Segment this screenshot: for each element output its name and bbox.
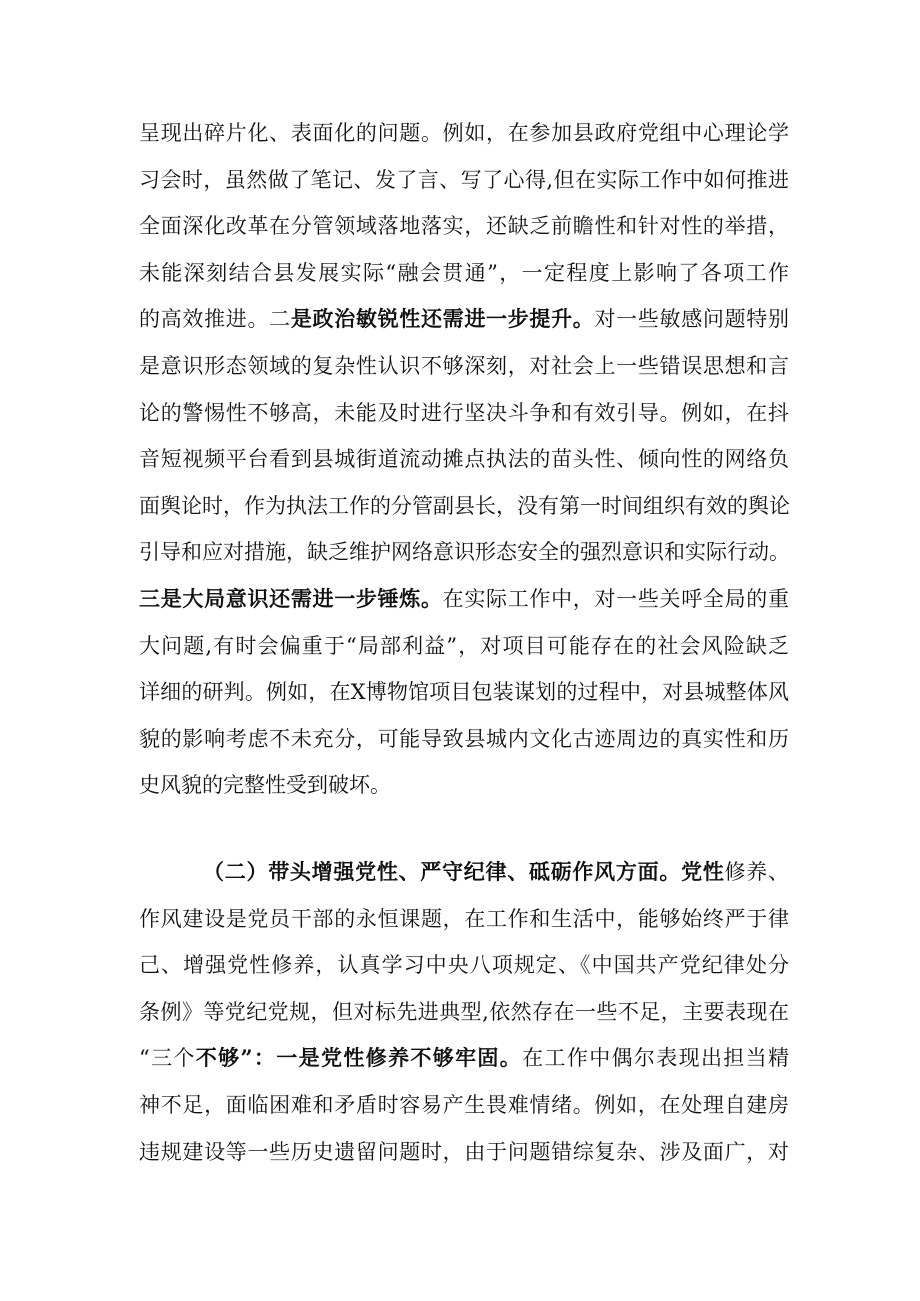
text-line: 全面深化改革在分管领域落地落实，还缺乏前瞻性和针对性的举措， bbox=[139, 214, 789, 239]
section-heading: （二）带头增强党性、严守纪律、砥砺作风方面。党性 bbox=[203, 859, 725, 884]
text-run: 在实际工作中，对一些关呼全局的重 bbox=[442, 586, 789, 611]
text-line: 是意识形态领域的复杂性认识不够深刻，对社会上一些错误思想和言 bbox=[139, 353, 789, 378]
text-line: 面舆论时，作为执法工作的分管副县长，没有第一时间组织有效的舆论 bbox=[139, 493, 790, 518]
text-run: 对一些敏感问题特别 bbox=[594, 307, 790, 332]
text-line: 未能深刻结合县发展实际“融会贯通”，一定程度上影响了各项工作 bbox=[139, 260, 789, 285]
text-line: 神不足，面临困难和矛盾时容易产生畏难情绪。例如，在处理自建房 bbox=[139, 1092, 789, 1117]
text-line: 论的警惕性不够高，未能及时进行坚决斗争和有效引导。例如，在抖 bbox=[139, 400, 789, 425]
text-line: 引导和应对措施，缺乏维护网络意识形态安全的强烈意识和实际行动。 bbox=[139, 540, 790, 565]
text-line bbox=[139, 849, 789, 896]
paragraph-one bbox=[139, 110, 789, 809]
text-line: 大问题,有时会偏重于“局部利益”，对项目可能存在的社会风险缺乏 bbox=[139, 633, 789, 658]
text-line: 呈现出碎片化、表面化的问题。例如，在参加县政府党组中心理论学 bbox=[139, 121, 789, 145]
paragraph-two bbox=[139, 849, 789, 1175]
text-line: 详细的研判。例如，在X博物馆项目包装谋划的过程中，对县城整体风 bbox=[139, 680, 789, 705]
bold-heading-run: 不够”：一是党性修养不够牢固。 bbox=[195, 1045, 523, 1071]
text-run: “三个 bbox=[139, 1046, 196, 1071]
bold-heading-run: 是政治敏锐性还需进一步提升。 bbox=[290, 306, 595, 332]
bold-heading-run: 三是大局意识还需进一步锤炼。 bbox=[139, 585, 443, 611]
text-line: 史风貌的完整性受到破坏。 bbox=[139, 773, 391, 798]
text-run: 的高效推进。二 bbox=[139, 307, 291, 332]
text-line bbox=[139, 296, 789, 343]
text-line bbox=[139, 576, 789, 623]
text-line: 作风建设是党员干部的永恒课题，在工作和生活中，能够始终严于律 bbox=[139, 906, 789, 931]
text-line: 习会时，虽然做了笔记、发了言、写了心得,但在实际工作中如何推进 bbox=[139, 167, 789, 192]
text-line bbox=[139, 1035, 789, 1082]
text-line: 貌的影响考虑不未充分，可能导致县城内文化古迹周边的真实性和历 bbox=[139, 726, 789, 751]
text-line: 条例》等党纪党规，但对标先进典型,依然存在一些不足，主要表现在 bbox=[139, 999, 789, 1024]
text-run: 在工作中偶尔表现出担当精 bbox=[522, 1046, 789, 1071]
text-line: 违规建设等一些历史遗留问题时，由于问题错综复杂、涉及面广，对 bbox=[139, 1139, 789, 1164]
text-line: 己、增强党性修养，认真学习中央八项规定、《中国共产党纪律处分 bbox=[139, 953, 789, 978]
text-run: 修养、 bbox=[724, 860, 790, 884]
text-line: 音短视频平台看到县城街道流动摊点执法的苗头性、倾向性的网络负 bbox=[139, 447, 789, 472]
